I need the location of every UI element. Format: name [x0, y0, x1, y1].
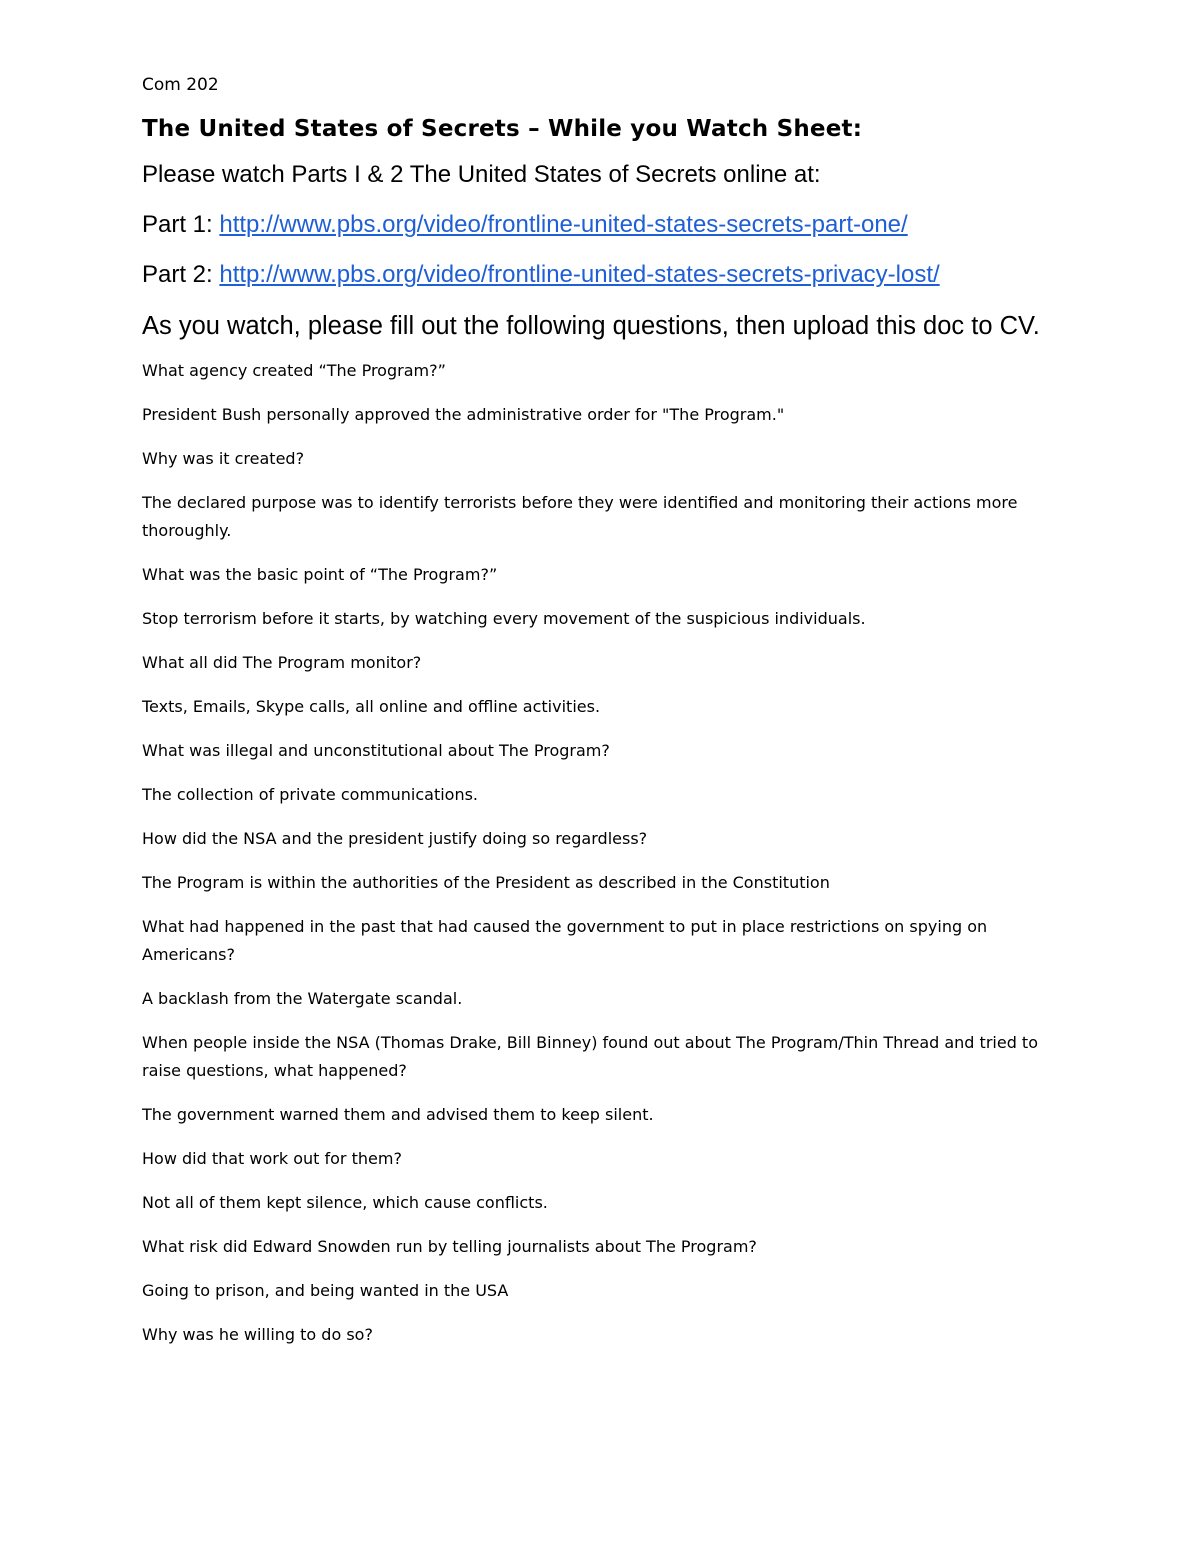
answer-2: The declared purpose was to identify terrorists before they were identified and monitoring their actions more thoroughly.: [142, 493, 1018, 540]
document-page: [142, 72, 1072, 1365]
part2-line: [142, 260, 1072, 290]
answer-4: Texts, Emails, Skype calls, all online and offline activities.: [142, 697, 601, 716]
question-5: What was illegal and unconstitutional about The Program?: [142, 741, 610, 760]
answer-3: Stop terrorism before it starts, by watching every movement of the suspicious individuals.: [142, 609, 866, 628]
question-7: What had happened in the past that had caused the government to put in place restrictions on spying on Americans?: [142, 917, 988, 964]
part2-link[interactable]: http://www.pbs.org/video/frontline-united-states-secrets-privacy-lost/: [219, 261, 940, 288]
answer-8: The government warned them and advised them to keep silent.: [142, 1105, 654, 1124]
watch-instruction: Please watch Parts I & 2 The United States of Secrets online at:: [142, 161, 821, 188]
question-2: Why was it created?: [142, 449, 305, 468]
answer-6: The Program is within the authorities of the President as described in the Constitution: [142, 873, 830, 892]
part2-label: Part 2:: [142, 261, 220, 288]
question-10: What risk did Edward Snowden run by telling journalists about The Program?: [142, 1237, 757, 1256]
course-label: Com 202: [142, 75, 219, 95]
question-4: What all did The Program monitor?: [142, 653, 422, 672]
answer-9: Not all of them kept silence, which cause conflicts.: [142, 1193, 548, 1212]
part1-label: Part 1:: [142, 211, 220, 238]
answer-1: President Bush personally approved the administrative order for "The Program.": [142, 405, 785, 424]
page-title: The United States of Secrets – While you Watch Sheet:: [142, 116, 863, 142]
upload-instructions: As you watch, please fill out the following questions, then upload this doc to CV.: [142, 312, 1040, 340]
part1-link[interactable]: http://www.pbs.org/video/frontline-united-states-secrets-part-one/: [219, 211, 908, 238]
question-3: What was the basic point of “The Program?”: [142, 565, 498, 584]
question-11: Why was he willing to do so?: [142, 1325, 373, 1344]
question-8: When people inside the NSA (Thomas Drake, Bill Binney) found out about The Program/Thin Thread and tried to raise questions, what happened?: [142, 1033, 1038, 1080]
question-9: How did that work out for them?: [142, 1149, 402, 1168]
answer-7: A backlash from the Watergate scandal.: [142, 989, 463, 1008]
question-6: How did the NSA and the president justify doing so regardless?: [142, 829, 648, 848]
answer-5: The collection of private communications.: [142, 785, 479, 804]
answer-10: Going to prison, and being wanted in the USA: [142, 1281, 509, 1300]
part1-line: [142, 210, 1072, 240]
question-1: What agency created “The Program?”: [142, 361, 446, 380]
